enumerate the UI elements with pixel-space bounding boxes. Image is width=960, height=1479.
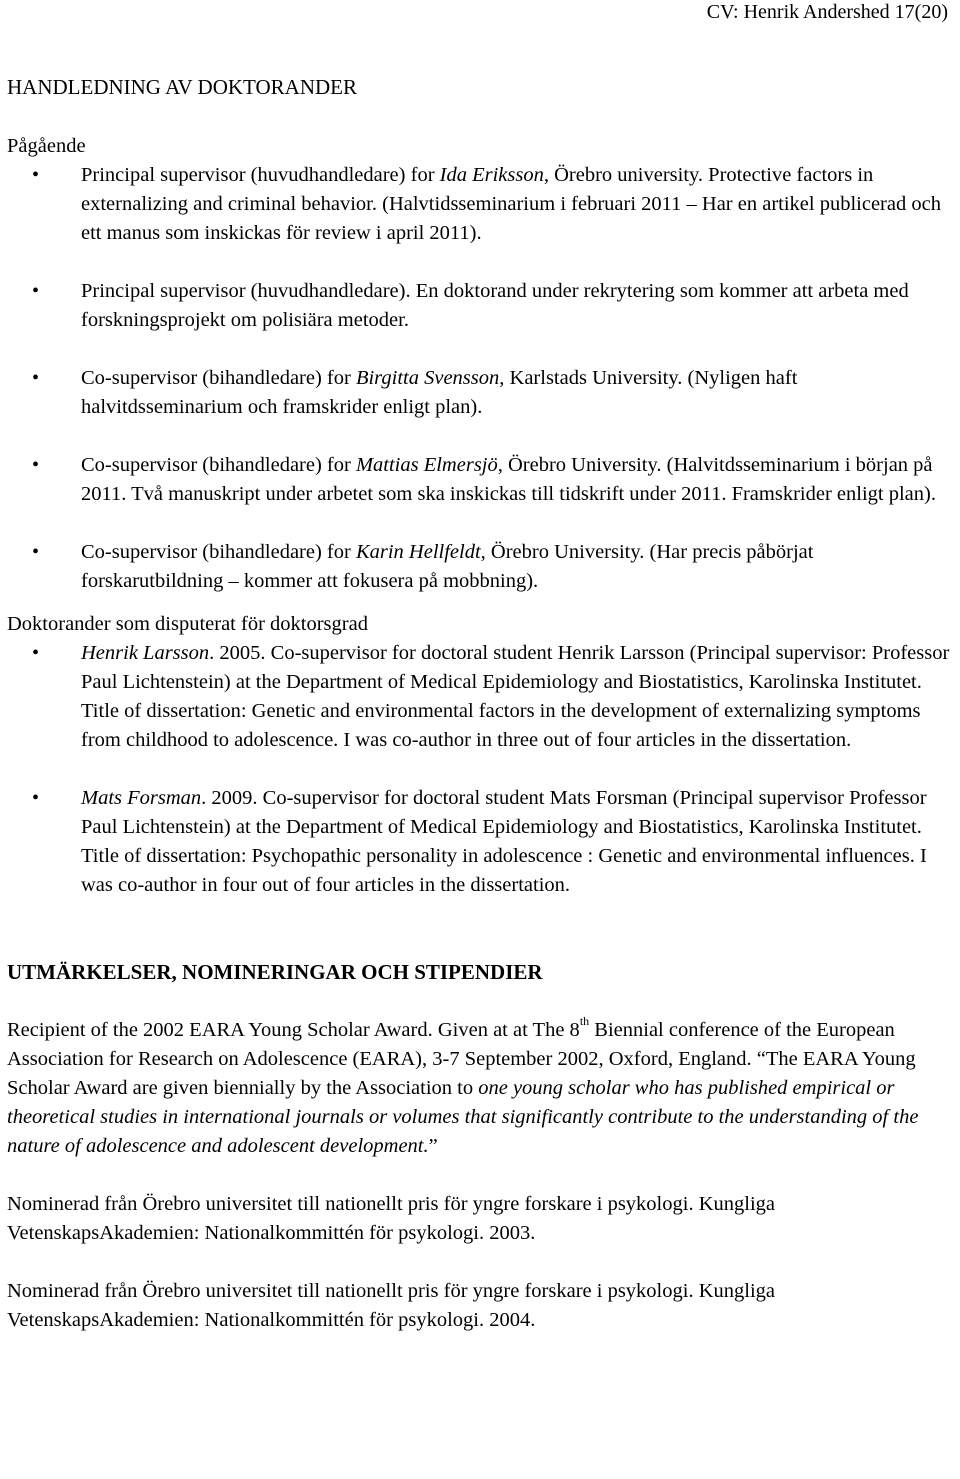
completed-heading: Doktorander som disputerat för doktorsgrad	[7, 613, 368, 635]
list-item: • Principal supervisor (huvudhandledare) for Ida Eriksson, Örebro university. Protective factors in externalizing and criminal behavior. (Halvtidsseminarium i februari 2011 – Har en artikel publicerad och ett manus som inskickas för review i april 2011).	[7, 161, 950, 248]
ongoing-list	[7, 161, 950, 596]
student-name: Mats Forsman	[81, 787, 202, 809]
nomination-2004: Nominerad från Örebro universitet till nationellt pris för yngre forskare i psykologi. Kungliga VetenskapsAkademien: Nationalkommittén för psykologi. 2004.	[7, 1280, 775, 1331]
page-header: CV: Henrik Andershed 17(20)	[706, 1, 948, 23]
completed-list	[7, 639, 950, 900]
section-title-awards: UTMÄRKELSER, NOMINERINGAR OCH STIPENDIER	[7, 960, 543, 984]
student-name: Ida Eriksson	[439, 164, 544, 186]
student-name: Henrik Larsson	[81, 642, 210, 664]
list-item: • Principal supervisor (huvudhandledare). En doktorand under rekrytering som kommer att arbeta med forskningsprojekt om polisiära metoder.	[7, 277, 950, 335]
ongoing-heading: Pågående	[7, 135, 86, 157]
list-item: • Co-supervisor (bihandledare) for Birgitta Svensson, Karlstads University. (Nyligen haft halvitdsseminarium och framskrider enligt plan).	[7, 364, 950, 422]
list-item: • Henrik Larsson. 2005. Co-supervisor for doctoral student Henrik Larsson (Principal supervisor: Professor Paul Lichtenstein) at the Department of Medical Epidemiology and Biostatistics, Karolinska Institutet. Title of dissertation: Genetic and environmental factors in the development of externalizing symptoms from childhood to adolescence. I was co-author in three out of four articles in the dissertation.	[7, 639, 950, 755]
student-name: Karin Hellfeldt	[355, 541, 481, 563]
section-title-supervision: HANDLEDNING AV DOKTORANDER	[7, 75, 358, 99]
nomination-2003: Nominerad från Örebro universitet till nationellt pris för yngre forskare i psykologi. Kungliga VetenskapsAkademien: Nationalkommittén för psykologi. 2003.	[7, 1193, 775, 1244]
list-item: • Co-supervisor (bihandledare) for Mattias Elmersjö, Örebro University. (Halvitdsseminarium i början på 2011. Två manuskript under arbetet som ska inskickas till tidskrift under 2011. Framskrider enligt plan).	[7, 451, 950, 509]
award-paragraph: Recipient of the 2002 EARA Young Scholar Award. Given at at The 8th Biennial conference of the European Association for Research on Adolescence (EARA), 3-7 September 2002, Oxford, England. “The EARA Young Scholar Award are given biennially by the Association to one young scholar who has published empirical or theoretical studies in international journals or volumes that significantly contribute to the understanding of the nature of adolescence and adolescent development.”	[7, 1014, 919, 1157]
list-item: • Mats Forsman. 2009. Co-supervisor for doctoral student Mats Forsman (Principal supervisor Professor Paul Lichtenstein) at the Department of Medical Epidemiology and Biostatistics, Karolinska Institutet. Title of dissertation: Psychopathic personality in adolescence : Genetic and environmental influences. I was co-author in four out of four articles in the dissertation.	[7, 784, 950, 900]
list-item: • Co-supervisor (bihandledare) for Karin Hellfeldt, Örebro University. (Har precis påbörjat forskarutbildning – kommer att fokusera på mobbning).	[7, 538, 950, 596]
student-name: Mattias Elmersjö	[355, 454, 498, 476]
student-name: Birgitta Svensson	[355, 367, 500, 389]
cv-page	[7, 73, 950, 1335]
